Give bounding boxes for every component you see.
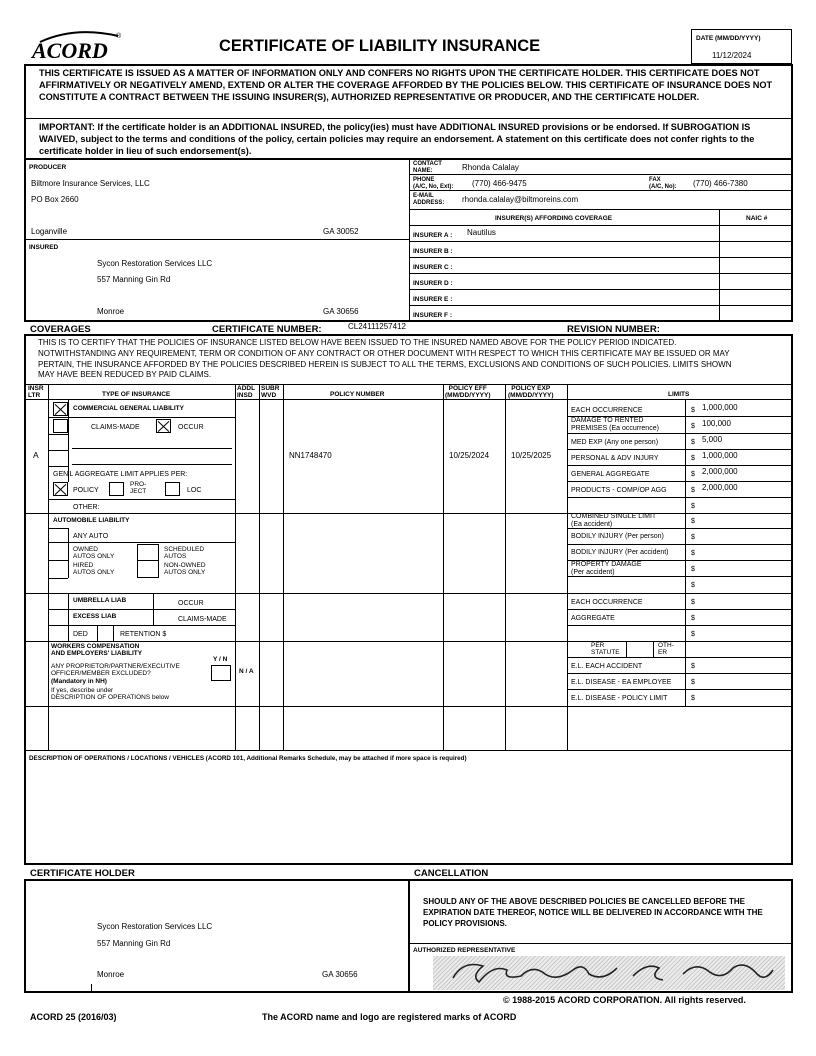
gl-limit-label: PRODUCTS - COMP/OP AGG xyxy=(571,487,667,494)
divider xyxy=(48,609,235,610)
col-line xyxy=(68,399,69,482)
insured-state-zip: GA 30656 xyxy=(323,307,359,316)
divider xyxy=(567,609,792,610)
holder-city: Monroe xyxy=(97,970,125,979)
scheduled-autos-label: SCHEDULED AUTOS xyxy=(164,546,205,560)
divider xyxy=(409,273,792,274)
owned-autos-label: OWNED AUTOS ONLY xyxy=(73,546,115,560)
dollar-sign: $ xyxy=(691,679,695,686)
occur-label: OCCUR xyxy=(178,424,204,431)
wc-na-label: N / A xyxy=(239,668,254,675)
insurer-a-name: Nautilus xyxy=(467,228,496,237)
other-label: OTHER: xyxy=(73,504,100,511)
col-line xyxy=(505,384,506,750)
holder-name: Sycon Restoration Services LLC xyxy=(97,922,213,931)
umbrella-limit-label: AGGREGATE xyxy=(571,615,615,622)
dollar-sign: $ xyxy=(691,503,695,510)
acord-logo-text: ACORD xyxy=(32,38,108,63)
auto-limit-label: BODILY INJURY (Per person) xyxy=(571,533,664,540)
divider xyxy=(567,481,792,482)
contact-name: Rhonda Calalay xyxy=(462,163,519,172)
gl-limit-value: 2,000,000 xyxy=(702,483,738,492)
col-line xyxy=(68,542,69,578)
holder-address: 557 Manning Gin Rd xyxy=(97,939,171,948)
scheduled-box[interactable] xyxy=(137,544,159,578)
gl-limit-value: 5,000 xyxy=(702,435,723,444)
agg-project-label: PRO- JECT xyxy=(130,481,147,495)
divider xyxy=(409,225,792,226)
frame-left xyxy=(24,334,26,864)
divider xyxy=(567,433,792,434)
divider xyxy=(567,528,792,529)
insured-name: Sycon Restoration Services LLC xyxy=(97,259,213,268)
frame-top xyxy=(24,64,793,66)
cert-number: CL24111257412 xyxy=(348,322,406,331)
email-label: E-MAIL ADDRESS: xyxy=(413,193,445,206)
divider xyxy=(567,449,792,450)
col-line xyxy=(259,384,260,750)
email-value: rhonda.calalay@biltmoreins.com xyxy=(462,195,579,204)
cancellation-label: CANCELLATION xyxy=(414,868,489,879)
col-policy-number-header: POLICY NUMBER xyxy=(330,391,385,398)
auto-limit-label: BODILY INJURY (Per accident) xyxy=(571,549,669,556)
divider xyxy=(48,499,235,500)
divider xyxy=(24,750,793,751)
umbrella-limit-label: EACH OCCURRENCE xyxy=(571,599,643,606)
col-insr-header: INSR LTR xyxy=(28,385,44,399)
wc-yn-label: Y / N xyxy=(213,656,228,663)
frame-right xyxy=(791,334,793,864)
fax-label: FAX (A/C, No): xyxy=(649,177,677,190)
insurer-a-label: INSURER A : xyxy=(413,232,453,239)
col-line xyxy=(443,384,444,750)
dollar-sign: $ xyxy=(691,487,695,494)
dollar-sign: $ xyxy=(691,631,695,638)
divider xyxy=(24,320,793,322)
col-line xyxy=(113,625,114,641)
cert-number-label: CERTIFICATE NUMBER: xyxy=(212,324,322,335)
col-line xyxy=(626,641,627,657)
agg-policy-checkbox[interactable] xyxy=(53,482,68,496)
producer-label: PRODUCER xyxy=(29,164,67,171)
signature-box xyxy=(433,956,785,990)
divider xyxy=(24,239,410,240)
description-label: DESCRIPTION OF OPERATIONS / LOCATIONS / VEHICLES (ACORD 101, Additional Remarks Schedule, may be attached if more space is required) xyxy=(29,755,467,762)
dollar-sign: $ xyxy=(691,407,695,414)
any-auto-label: ANY AUTO xyxy=(73,533,109,540)
dollar-sign: $ xyxy=(691,695,695,702)
phone-label: PHONE (A/C, No, Ext): xyxy=(413,177,454,190)
holder-divider xyxy=(408,879,410,993)
col-line xyxy=(653,641,654,657)
form-number: ACORD 25 (2016/03) xyxy=(30,1012,117,1022)
wc-title: WORKERS COMPENSATION AND EMPLOYERS' LIABILITY xyxy=(51,643,143,657)
gl-limit-value: 1,000,000 xyxy=(702,403,738,412)
divider xyxy=(24,118,793,119)
col-line xyxy=(685,399,686,706)
divider xyxy=(48,542,235,543)
divider xyxy=(567,544,792,545)
naic-label: NAIC # xyxy=(746,215,768,222)
contact-name-label: CONTACT NAME: xyxy=(413,161,442,174)
date-label: DATE (MM/DD/YYYY) xyxy=(696,35,761,42)
divider xyxy=(24,641,793,642)
col-line xyxy=(97,625,98,641)
insurer-c-label: INSURER C : xyxy=(413,264,453,271)
page-title: CERTIFICATE OF LIABILITY INSURANCE xyxy=(219,37,541,55)
gl-limit-label: PERSONAL & ADV INJURY xyxy=(571,455,659,462)
divider xyxy=(567,673,792,674)
gl-limit-label: GENERAL AGGREGATE xyxy=(571,471,650,478)
claims-made-label: CLAIMS-MADE xyxy=(91,424,140,431)
agg-project-checkbox[interactable] xyxy=(109,482,124,496)
insurers-header: INSURER(S) AFFORDING COVERAGE xyxy=(495,215,613,222)
col-line xyxy=(283,384,284,750)
gl-limit-label: EACH OCCURRENCE xyxy=(571,407,643,414)
col-exp-header: POLICY EXP (MM/DD/YYYY) xyxy=(508,385,554,399)
producer-city: Loganville xyxy=(31,227,68,236)
col-line xyxy=(48,384,49,750)
col-line xyxy=(68,528,69,542)
divider xyxy=(137,560,159,561)
umbrella-occur-label: OCCUR xyxy=(178,600,204,607)
registered-mark-icon: ® xyxy=(116,33,122,40)
dollar-sign: $ xyxy=(691,582,695,589)
gl-policy-number: NN1748470 xyxy=(289,451,332,460)
auto-limit-label: COMBINED SINGLE LIMIT (Ea accident) xyxy=(571,513,657,528)
divider xyxy=(72,448,232,449)
ded-label: DED xyxy=(73,631,88,638)
frame-bottom xyxy=(24,863,793,865)
insured-label: INSURED xyxy=(29,244,59,251)
coverages-text: THIS IS TO CERTIFY THAT THE POLICIES OF INSURANCE LISTED BELOW HAVE BEEN ISSUED TO THE INSURED NAMED ABOVE FOR THE POLICY PERIOD INDICATED. NOTWITHSTANDING ANY REQUIREMENT, TERM OR CONDITION OF ANY CONTRACT OR OTHER DOCUMENT WITH RESPECT TO WHICH THIS CERTIFICATE MAY BE ISSUED OR MAY PERTAIN, THE INSURANCE AFFORDED BY THE POLICIES DESCRIBED HEREIN IS SUBJECT TO ALL THE TERMS, EXCLUSIONS AND CONDITIONS OF SUCH POLICIES. LIMITS SHOWN MAY HAVE BEEN REDUCED BY PAID CLAIMS. xyxy=(38,338,732,380)
producer-state-zip: GA 30052 xyxy=(323,227,359,236)
coverages-label: COVERAGES xyxy=(30,324,91,335)
col-addl-header: ADDL INSD xyxy=(237,385,256,399)
dollar-sign: $ xyxy=(691,615,695,622)
divider xyxy=(567,497,792,498)
holder-label: CERTIFICATE HOLDER xyxy=(30,868,135,879)
disclaimer-text: THIS CERTIFICATE IS ISSUED AS A MATTER OF INFORMATION ONLY AND CONFERS NO RIGHTS UPON THE CERTIFICATE HOLDER. THIS CERTIFICATE DOES NOT AFFIRMATIVELY OR NEGATIVELY AMEND, EXTEND OR ALTER THE COVERAGE AFFORDED BY THE POLICIES BELOW. THIS CERTIFICATE OF INSURANCE DOES NOT CONSTITUTE A CONTRACT BETWEEN THE ISSUING INSURER(S), AUTHORIZED REPRESENTATIVE OR PRODUCER, AND THE CERTIFICATE HOLDER. xyxy=(39,68,773,102)
frame-left xyxy=(24,879,26,993)
producer-name: Biltmore Insurance Services, LLC xyxy=(31,179,150,188)
cgl-title: COMMERCIAL GENERAL LIABILITY xyxy=(73,405,184,412)
excess-label: EXCESS LIAB xyxy=(73,613,117,620)
col-line xyxy=(68,593,69,641)
auto-limit-label: PROPERTY DAMAGE (Per accident) xyxy=(571,561,642,576)
divider xyxy=(409,174,792,175)
divider xyxy=(48,625,235,626)
holder-state-zip: GA 30656 xyxy=(322,970,358,979)
divider xyxy=(48,578,68,579)
occur-checkbox[interactable] xyxy=(156,419,171,433)
insurer-b-label: INSURER B : xyxy=(413,248,453,255)
wc-limit-label: E.L. DISEASE - POLICY LIMIT xyxy=(571,695,668,702)
dollar-sign: $ xyxy=(691,599,695,606)
wc-limit-label: E.L. DISEASE - EA EMPLOYEE xyxy=(571,679,672,686)
insured-address: 557 Manning Gin Rd xyxy=(97,275,171,284)
retention-label: RETENTION $ xyxy=(120,631,167,638)
date-value: 11/12/2024 xyxy=(712,51,752,60)
divider xyxy=(409,209,792,210)
gl-limit-label: DAMAGE TO RENTED PREMISES (Ea occurrence) xyxy=(571,417,659,432)
umbrella-label: UMBRELLA LIAB xyxy=(73,597,127,604)
divider xyxy=(48,528,68,529)
divider xyxy=(409,305,792,306)
divider xyxy=(409,257,792,258)
agg-applies-label: GEN'L AGGREGATE LIMIT APPLIES PER: xyxy=(53,471,188,478)
cancellation-text: SHOULD ANY OF THE ABOVE DESCRIBED POLICIES BE CANCELLED BEFORE THE EXPIRATION DATE THEREOF, NOTICE WILL BE DELIVERED IN ACCORDANCE WITH THE POLICY PROVISIONS. xyxy=(423,897,763,928)
wc-limit-label: E.L. EACH ACCIDENT xyxy=(571,663,643,670)
divider xyxy=(72,464,232,465)
divider xyxy=(409,943,792,944)
dollar-sign: $ xyxy=(691,550,695,557)
wc-other-label: OTH- ER xyxy=(658,642,674,656)
cgl-checkbox[interactable] xyxy=(53,402,68,416)
agg-policy-label: POLICY xyxy=(73,487,99,494)
gl-limit-value: 100,000 xyxy=(702,419,731,428)
divider xyxy=(567,689,792,690)
signature-icon xyxy=(433,956,785,990)
divider xyxy=(567,576,792,577)
divider xyxy=(24,706,793,707)
copyright-text: © 1988-2015 ACORD CORPORATION. All rights reserved. xyxy=(503,995,746,1005)
divider xyxy=(567,657,792,658)
divider xyxy=(567,465,792,466)
divider xyxy=(48,450,68,451)
col-eff-header: POLICY EFF (MM/DD/YYYY) xyxy=(445,385,491,399)
divider xyxy=(24,513,793,514)
dollar-sign: $ xyxy=(691,566,695,573)
gl-ltr: A xyxy=(33,450,39,460)
divider xyxy=(567,625,792,626)
important-text: IMPORTANT: If the certificate holder is an ADDITIONAL INSURED, the policy(ies) must have ADDITIONAL INSURED provisions or be endorsed. If SUBROGATION IS WAIVED, subject to the terms and conditions of the policy, certain policies may require an endorsement. A statement on this certificate does not confer rights to the certificate holder in lieu of such endorsement(s). xyxy=(39,122,755,156)
divider xyxy=(48,466,68,467)
divider xyxy=(409,289,792,290)
authorized-rep-label: AUTHORIZED REPRESENTATIVE xyxy=(413,947,516,954)
divider xyxy=(24,399,793,400)
insurer-f-label: INSURER F : xyxy=(413,312,452,319)
hired-autos-label: HIRED AUTOS ONLY xyxy=(73,562,115,576)
gl-limit-label: MED EXP (Any one person) xyxy=(571,439,659,446)
divider xyxy=(48,434,68,435)
divider xyxy=(48,417,235,418)
registered-marks-text: The ACORD name and logo are registered marks of ACORD xyxy=(262,1012,517,1022)
wc-excluded-box[interactable] xyxy=(211,665,231,681)
gl-exp: 10/25/2025 xyxy=(511,451,552,460)
agg-loc-label: LOC xyxy=(187,487,202,494)
dollar-sign: $ xyxy=(691,455,695,462)
dollar-sign: $ xyxy=(691,518,695,525)
divider xyxy=(409,241,792,242)
fax-value: (770) 466-7380 xyxy=(693,179,748,188)
divider xyxy=(409,190,792,191)
phone-value: (770) 466-9475 xyxy=(472,179,527,188)
col-line xyxy=(235,384,236,750)
umbrella-claims-made-label: CLAIMS-MADE xyxy=(178,616,227,623)
gl-limit-value: 2,000,000 xyxy=(702,467,738,476)
non-owned-autos-label: NON-OWNED AUTOS ONLY xyxy=(164,562,206,576)
gl-eff: 10/25/2024 xyxy=(449,451,490,460)
col-limits-header: LIMITS xyxy=(668,391,690,398)
insurer-d-label: INSURER D : xyxy=(413,280,453,287)
dollar-sign: $ xyxy=(691,663,695,670)
revision-label: REVISION NUMBER: xyxy=(567,324,660,335)
col-line xyxy=(567,384,568,750)
wc-describe-label: If yes, describe under DESCRIPTION OF OPERATIONS below xyxy=(51,687,169,701)
agg-loc-checkbox[interactable] xyxy=(165,482,180,496)
frame-left xyxy=(24,64,26,322)
acord-logo xyxy=(30,30,130,64)
auto-title: AUTOMOBILE LIABILITY xyxy=(53,517,130,524)
col-type-header: TYPE OF INSURANCE xyxy=(102,391,171,398)
dollar-sign: $ xyxy=(691,534,695,541)
frame-right xyxy=(791,879,793,993)
insurer-e-label: INSURER E : xyxy=(413,296,453,303)
wc-per-statute-label: PER STATUTE xyxy=(591,642,620,656)
frame-line xyxy=(24,334,793,336)
divider xyxy=(48,560,68,561)
claims-made-checkbox[interactable] xyxy=(53,419,68,433)
divider xyxy=(24,593,793,594)
holder-marker xyxy=(91,984,92,991)
gl-limit-value: 1,000,000 xyxy=(702,451,738,460)
wc-mandatory-label: (Mandatory in NH) xyxy=(51,678,107,685)
col-subr-header: SUBR WVD xyxy=(261,385,280,399)
insured-city: Monroe xyxy=(97,307,125,316)
producer-address: PO Box 2660 xyxy=(31,195,79,204)
dollar-sign: $ xyxy=(691,439,695,446)
divider xyxy=(24,384,793,385)
dollar-sign: $ xyxy=(691,471,695,478)
frame-right xyxy=(791,64,793,322)
dollar-sign: $ xyxy=(691,423,695,430)
wc-proprietor-label: ANY PROPRIETOR/PARTNER/EXECUTIVE OFFICER/MEMBER EXCLUDED? xyxy=(51,663,180,677)
